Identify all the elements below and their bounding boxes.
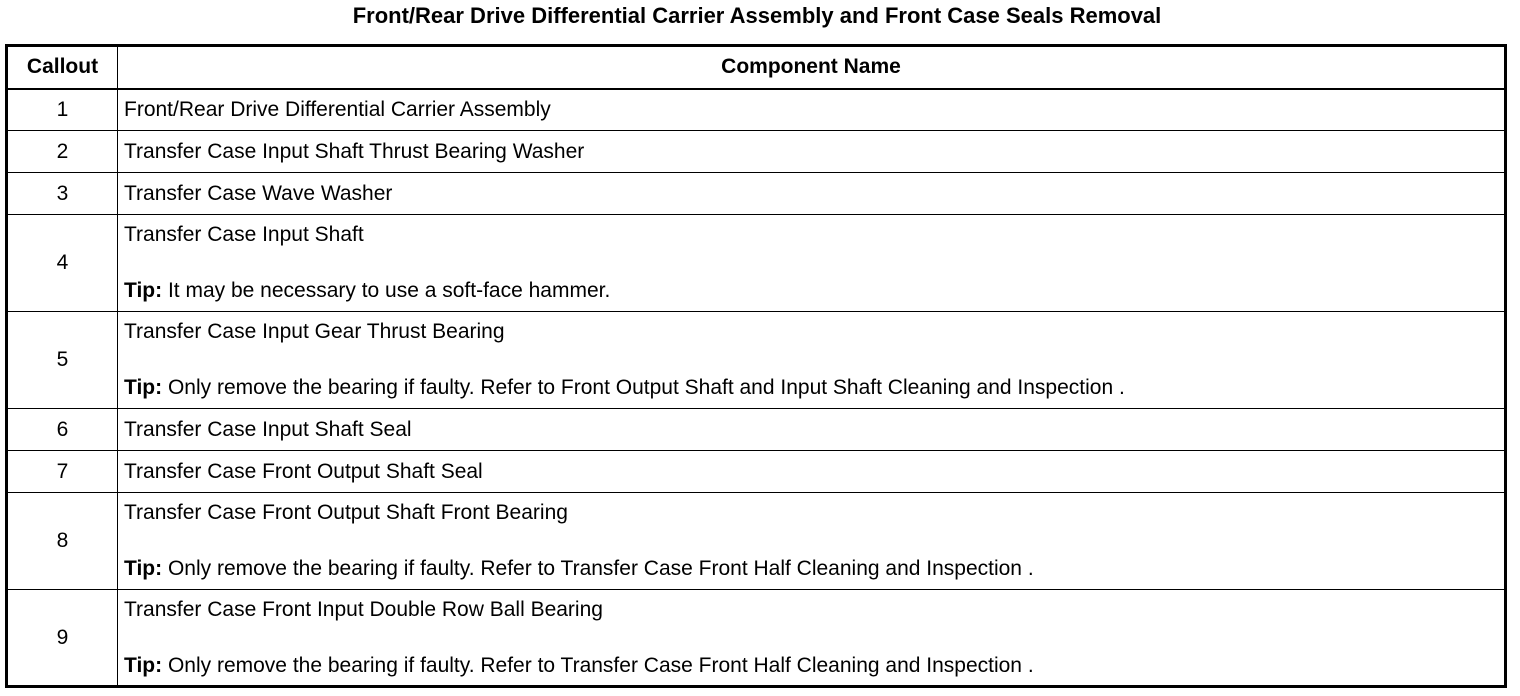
- callout-number: 1: [7, 89, 118, 131]
- tip-label: Tip:: [124, 376, 163, 399]
- component-name-text: Transfer Case Front Input Double Row Ball Bearing: [124, 597, 603, 621]
- tip-label: Tip:: [124, 279, 163, 302]
- component-name-text: Transfer Case Input Shaft Thrust Bearing Washer: [124, 139, 585, 163]
- callout-number: 4: [7, 215, 118, 312]
- component-name-text: Transfer Case Front Output Shaft Front Bearing: [124, 501, 568, 524]
- page-title: Front/Rear Drive Differential Carrier Assembly and Front Case Seals Removal: [352, 3, 1162, 28]
- tip-text: It may be necessary to use a soft-face hammer.: [167, 279, 611, 302]
- tip-text: Only remove the bearing if faulty. Refer to Front Output Shaft and Input Shaft Cleaning and Inspection .: [167, 376, 1125, 399]
- table-row: [7, 89, 1506, 131]
- tip-text: Only remove the bearing if faulty. Refer to Transfer Case Front Half Cleaning and Inspection .: [167, 557, 1034, 580]
- component-name: [118, 409, 1506, 451]
- callout-number: 3: [7, 173, 118, 215]
- callout-column-header: Callout: [7, 46, 118, 89]
- tip-note: [124, 654, 1503, 678]
- callout-number: 8: [7, 493, 118, 590]
- component-name: [118, 89, 1506, 131]
- callout-number: 2: [7, 131, 118, 173]
- component-name-text: Transfer Case Wave Washer: [124, 181, 393, 205]
- component-name: [118, 131, 1506, 173]
- component-name: [118, 312, 1506, 409]
- tip-note: [124, 557, 1503, 581]
- component-name-text: Transfer Case Input Shaft: [124, 223, 364, 246]
- callout-number: 7: [7, 451, 118, 493]
- table-row: [7, 312, 1506, 409]
- component-name: [118, 173, 1506, 215]
- component-name-text: Transfer Case Input Gear Thrust Bearing: [124, 320, 505, 343]
- component-name-text: Transfer Case Front Output Shaft Seal: [124, 459, 483, 483]
- table-row: [7, 215, 1506, 312]
- component-name-text: Front/Rear Drive Differential Carrier Assembly: [124, 97, 551, 121]
- component-name: [118, 493, 1506, 590]
- component-name-column-header: Component Name: [118, 46, 1506, 89]
- component-name: [118, 215, 1506, 312]
- tip-label: Tip:: [124, 653, 163, 677]
- table-row: [7, 590, 1506, 687]
- table-row: [7, 173, 1506, 215]
- component-name: [118, 451, 1506, 493]
- tip-text: Only remove the bearing if faulty. Refer to Transfer Case Front Half Cleaning and Inspection .: [167, 653, 1034, 677]
- callout-number: 6: [7, 409, 118, 451]
- table-row: [7, 409, 1506, 451]
- tip-note: [124, 376, 1503, 400]
- callout-number: 5: [7, 312, 118, 409]
- component-table: [5, 44, 1507, 688]
- table-row: [7, 131, 1506, 173]
- table-row: [7, 451, 1506, 493]
- tip-label: Tip:: [124, 557, 163, 580]
- component-name: [118, 590, 1506, 687]
- table-header-row: [7, 46, 1506, 89]
- tip-note: [124, 279, 1503, 303]
- table-row: [7, 493, 1506, 590]
- component-name-text: Transfer Case Input Shaft Seal: [124, 417, 412, 441]
- callout-number: 9: [7, 590, 118, 687]
